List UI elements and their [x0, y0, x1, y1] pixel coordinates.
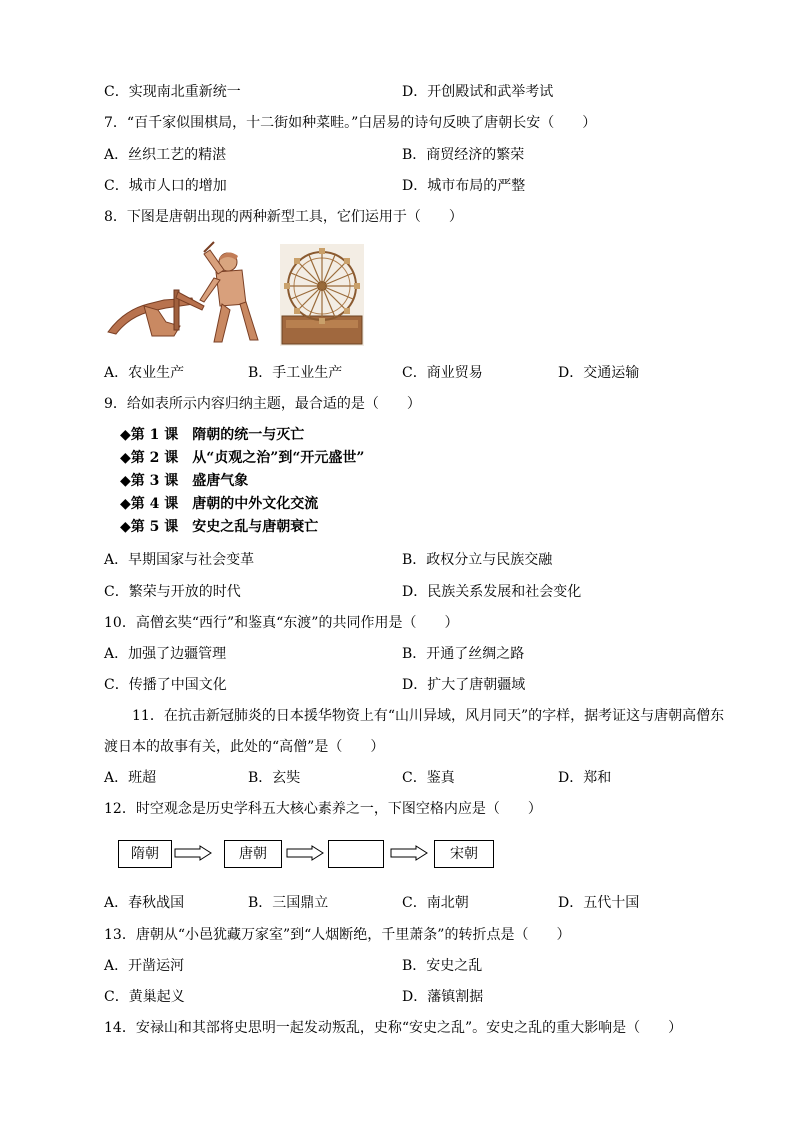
q8-option-c[interactable]: C．商业贸易: [402, 365, 483, 381]
q13-option-a[interactable]: A．开凿运河: [104, 958, 185, 974]
q7-stem: 7．“百千家似围棋局，十二街如种菜畦。”白居易的诗句反映了唐朝长安（ ）: [104, 115, 597, 131]
q8-option-d[interactable]: D．交通运输: [558, 365, 640, 381]
flow-box-tang: 唐朝: [224, 840, 282, 868]
q13-option-d[interactable]: D．藩镇割据: [402, 989, 484, 1005]
q7-option-a[interactable]: A．丝织工艺的精湛: [104, 147, 227, 163]
q6-option-d[interactable]: D．开创殿试和武举考试: [402, 84, 554, 100]
q6-option-c[interactable]: C．实现南北重新统一: [104, 84, 241, 100]
flow-box-song: 宋朝: [434, 840, 494, 868]
q14-stem: 14．安禄山和其部将史思明一起发动叛乱，史称“安史之乱”。安史之乱的重大影响是（ ）: [104, 1020, 683, 1036]
q12-option-b[interactable]: B．三国鼎立: [248, 895, 329, 911]
q9-option-b[interactable]: B．政权分立与民族交融: [402, 552, 553, 568]
q13-option-b[interactable]: B．安史之乱: [402, 958, 483, 974]
q12-option-a[interactable]: A．春秋战国: [104, 895, 185, 911]
q12-option-d[interactable]: D．五代十国: [558, 895, 640, 911]
q10-stem: 10．高僧玄奘“西行”和鉴真“东渡”的共同作用是（ ）: [104, 615, 459, 631]
q13-stem: 13．唐朝从“小邑犹藏万家室”到“人烟断绝，千里萧条”的转折点是（ ）: [104, 927, 571, 943]
plough-icon: [104, 240, 260, 346]
q8-stem: 8．下图是唐朝出现的两种新型工具，它们运用于（ ）: [104, 209, 463, 225]
q9-option-d[interactable]: D．民族关系发展和社会变化: [402, 584, 582, 600]
flow-arrow-icon: [286, 845, 324, 861]
q10-option-a[interactable]: A．加强了边疆管理: [104, 646, 227, 662]
q12-option-c[interactable]: C．南北朝: [402, 895, 469, 911]
q9-option-a[interactable]: A．早期国家与社会变革: [104, 552, 255, 568]
q10-option-c[interactable]: C．传播了中国文化: [104, 677, 227, 693]
q9-lesson: ◆第 4 课 唐朝的中外文化交流: [120, 496, 319, 512]
q11-option-c[interactable]: C．鉴真: [402, 770, 455, 786]
q7-option-c[interactable]: C．城市人口的增加: [104, 178, 227, 194]
q13-option-c[interactable]: C．黄巢起义: [104, 989, 185, 1005]
q8-option-b[interactable]: B．手工业生产: [248, 365, 343, 381]
q8-option-a[interactable]: A．农业生产: [104, 365, 185, 381]
q11-option-a[interactable]: A．班超: [104, 770, 157, 786]
q11-option-d[interactable]: D．郑和: [558, 770, 612, 786]
q10-option-d[interactable]: D．扩大了唐朝疆域: [402, 677, 526, 693]
q9-lesson: ◆第 2 课 从“贞观之治”到“开元盛世”: [120, 450, 365, 466]
q11-stem-line2: 渡日本的故事有关，此处的“高僧”是（ ）: [104, 739, 385, 755]
q9-lesson-list: [120, 424, 364, 539]
q7-option-b[interactable]: B．商贸经济的繁荣: [402, 147, 525, 163]
q7-option-d[interactable]: D．城市布局的严整: [402, 178, 526, 194]
q9-lesson: ◆第 1 课 隋朝的统一与灭亡: [120, 427, 305, 443]
q11-stem-line1: 11．在抗击新冠肺炎的日本援华物资上有“山川异域，风月同天”的字样，据考证这与唐朝高僧东: [132, 708, 725, 724]
q9-option-c[interactable]: C．繁荣与开放的时代: [104, 584, 241, 600]
flow-arrow-icon: [390, 845, 428, 861]
q9-stem: 9．给如表所示内容归纳主题，最合适的是（ ）: [104, 396, 421, 412]
flow-box-blank: [328, 840, 384, 868]
q10-option-b[interactable]: B．开通了丝绸之路: [402, 646, 525, 662]
waterwheel-icon: [280, 244, 364, 346]
flow-arrow-icon: [174, 845, 212, 861]
q11-option-b[interactable]: B．玄奘: [248, 770, 301, 786]
q9-lesson: ◆第 3 课 盛唐气象: [120, 473, 249, 489]
flow-box-sui: 隋朝: [118, 840, 172, 868]
q9-lesson: ◆第 5 课 安史之乱与唐朝衰亡: [120, 519, 319, 535]
q12-stem: 12．时空观念是历史学科五大核心素养之一，下图空格内应是（ ）: [104, 801, 542, 817]
